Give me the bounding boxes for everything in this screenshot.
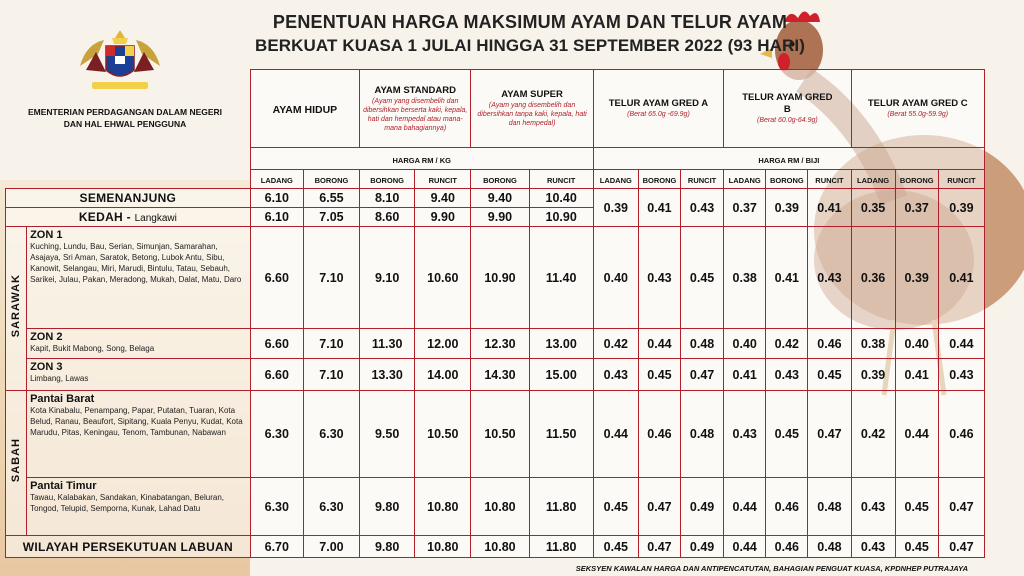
- price-cell: 0.48: [681, 391, 724, 478]
- col-borong: BORONG: [471, 170, 529, 189]
- price-cell: 9.10: [360, 227, 415, 329]
- price-cell: 9.90: [415, 208, 471, 227]
- price-cell: 0.44: [724, 478, 766, 536]
- header-ayam-standard: AYAM STANDARD (Ayam yang disembelih dan dibersihkan berserta kaki, kepala, hati dan hempedal atau mana-mana bahagiannya): [360, 70, 471, 148]
- row-label-semenanjung: SEMENANJUNG: [6, 189, 251, 208]
- price-cell: 7.00: [303, 536, 359, 558]
- price-cell: 7.10: [303, 359, 359, 391]
- region-sarawak: SARAWAK: [6, 227, 27, 391]
- price-cell: 0.45: [593, 536, 638, 558]
- price-cell: 0.37: [724, 189, 766, 227]
- price-cell: 0.45: [766, 391, 808, 478]
- price-cell: 8.10: [360, 189, 415, 208]
- price-cell: 7.05: [303, 208, 359, 227]
- col-runcit: RUNCIT: [808, 170, 851, 189]
- price-cell: 0.44: [895, 391, 938, 478]
- price-cell: 10.80: [415, 536, 471, 558]
- price-cell: 14.30: [471, 359, 529, 391]
- page-title: [250, 12, 810, 56]
- price-cell: 0.39: [766, 189, 808, 227]
- table-row: [6, 227, 985, 329]
- price-cell: 0.44: [724, 536, 766, 558]
- price-cell: 12.30: [471, 329, 529, 359]
- col-ladang: LADANG: [593, 170, 638, 189]
- price-cell: 0.43: [638, 227, 680, 329]
- table-row: [6, 329, 985, 359]
- price-cell: 0.40: [724, 329, 766, 359]
- zone-pantai-timur-cell: Pantai Timur Tawau, Kalabakan, Sandakan, Kinabatangan, Beluran, Tongod, Telupid, Semporna, Kunak, Lahad Datu: [27, 478, 251, 536]
- price-cell: 0.45: [638, 359, 680, 391]
- price-cell: 6.30: [250, 478, 303, 536]
- price-cell: 0.43: [766, 359, 808, 391]
- price-cell: 0.42: [851, 391, 895, 478]
- price-cell: 0.46: [766, 536, 808, 558]
- title-line-1: PENENTUAN HARGA MAKSIMUM AYAM DAN TELUR AYAM: [272, 12, 788, 32]
- price-cell: 8.60: [360, 208, 415, 227]
- col-ladang: LADANG: [724, 170, 766, 189]
- price-cell: 7.10: [303, 227, 359, 329]
- price-cell: 11.40: [529, 227, 593, 329]
- price-cell: 10.40: [529, 189, 593, 208]
- col-borong: BORONG: [895, 170, 938, 189]
- table-row: [6, 359, 985, 391]
- price-cell: 10.80: [471, 478, 529, 536]
- header-ayam-super: AYAM SUPER (Ayam yang disembelih dan dibersihkan tanpa kaki, kepala, hati dan hempedal): [471, 70, 593, 148]
- price-cell: 0.46: [766, 478, 808, 536]
- price-cell: 9.40: [415, 189, 471, 208]
- price-cell: 0.43: [851, 536, 895, 558]
- price-cell: 0.41: [808, 189, 851, 227]
- footer-credit: SEKSYEN KAWALAN HARGA DAN ANTIPENCATUTAN, BAHAGIAN PENGUAT KUASA, KPDNHEP PUTRAJAYA: [575, 564, 968, 573]
- region-sabah: SABAH: [6, 391, 27, 536]
- price-cell: 0.41: [638, 189, 680, 227]
- price-cell: 6.30: [303, 391, 359, 478]
- price-cell: 0.42: [593, 329, 638, 359]
- col-ladang: LADANG: [250, 170, 303, 189]
- row-label-labuan: WILAYAH PERSEKUTUAN LABUAN: [6, 536, 251, 558]
- price-cell: 0.48: [808, 478, 851, 536]
- price-cell: 0.45: [895, 478, 938, 536]
- price-cell: 0.46: [808, 329, 851, 359]
- price-cell: 0.44: [638, 329, 680, 359]
- header-telur-b: TELUR AYAM GRED B (Berat 60.0g-64.9g): [724, 70, 851, 148]
- table-row: [6, 391, 985, 478]
- price-cell: 0.39: [851, 359, 895, 391]
- price-cell: 6.30: [303, 478, 359, 536]
- col-borong: BORONG: [360, 170, 415, 189]
- price-cell: 11.80: [529, 536, 593, 558]
- col-runcit: RUNCIT: [415, 170, 471, 189]
- price-cell: 10.90: [529, 208, 593, 227]
- price-cell: 0.40: [895, 329, 938, 359]
- price-cell: 10.60: [415, 227, 471, 329]
- price-cell: 0.43: [724, 391, 766, 478]
- price-cell: 10.90: [471, 227, 529, 329]
- ministry-line-2: DAN HAL EHWAL PENGGUNA: [63, 119, 187, 129]
- price-cell: 0.46: [638, 391, 680, 478]
- price-cell: 0.48: [681, 329, 724, 359]
- price-cell: 0.47: [638, 536, 680, 558]
- price-cell: 9.40: [471, 189, 529, 208]
- col-borong: BORONG: [638, 170, 680, 189]
- price-cell: 0.35: [851, 189, 895, 227]
- price-cell: 6.60: [250, 359, 303, 391]
- price-cell: 0.39: [938, 189, 984, 227]
- table-row: [6, 478, 985, 536]
- price-cell: 6.55: [303, 189, 359, 208]
- price-cell: 9.90: [471, 208, 529, 227]
- price-cell: 6.10: [250, 208, 303, 227]
- col-borong: BORONG: [303, 170, 359, 189]
- price-cell: 6.60: [250, 227, 303, 329]
- price-cell: 0.40: [593, 227, 638, 329]
- price-cell: 9.80: [360, 478, 415, 536]
- title-line-2: BERKUAT KUASA 1 JULAI HINGGA 31 SEPTEMBER 2022 (93 HARI): [254, 36, 805, 55]
- table-row: [6, 189, 985, 208]
- price-cell: 0.47: [681, 359, 724, 391]
- price-cell: 0.47: [808, 391, 851, 478]
- price-cell: 0.43: [681, 189, 724, 227]
- unit-per-biji: HARGA RM / BIJI: [593, 148, 984, 170]
- price-cell: 6.10: [250, 189, 303, 208]
- price-cell: 15.00: [529, 359, 593, 391]
- price-cell: 11.80: [529, 478, 593, 536]
- col-borong: BORONG: [766, 170, 808, 189]
- price-cell: 0.43: [808, 227, 851, 329]
- price-cell: 0.41: [938, 227, 984, 329]
- header-ayam-hidup: AYAM HIDUP: [250, 70, 359, 148]
- row-label-kedah: KEDAH - Langkawi: [6, 208, 251, 227]
- price-cell: 9.50: [360, 391, 415, 478]
- table-row: [6, 536, 985, 558]
- unit-per-kg: HARGA RM / KG: [250, 148, 593, 170]
- price-cell: 0.38: [724, 227, 766, 329]
- price-cell: 0.41: [766, 227, 808, 329]
- price-cell: 0.45: [895, 536, 938, 558]
- price-cell: 0.45: [808, 359, 851, 391]
- price-cell: 0.48: [808, 536, 851, 558]
- price-cell: 10.50: [415, 391, 471, 478]
- price-cell: 6.60: [250, 329, 303, 359]
- price-cell: 0.45: [593, 478, 638, 536]
- price-cell: 0.47: [938, 536, 984, 558]
- price-cell: 0.41: [724, 359, 766, 391]
- col-runcit: RUNCIT: [681, 170, 724, 189]
- price-cell: 0.47: [938, 478, 984, 536]
- price-cell: 0.43: [851, 478, 895, 536]
- price-table: [5, 69, 985, 558]
- price-cell: 13.30: [360, 359, 415, 391]
- price-cell: 0.47: [638, 478, 680, 536]
- price-cell: 6.30: [250, 391, 303, 478]
- zone-2-cell: ZON 2 Kapit, Bukit Mabong, Song, Belaga: [27, 329, 251, 359]
- price-cell: 0.44: [593, 391, 638, 478]
- col-runcit: RUNCIT: [529, 170, 593, 189]
- price-cell: 9.80: [360, 536, 415, 558]
- price-cell: 0.46: [938, 391, 984, 478]
- price-cell: 0.41: [895, 359, 938, 391]
- header-telur-c: TELUR AYAM GRED C (Berat 55.0g-59.9g): [851, 70, 984, 148]
- price-cell: 0.49: [681, 478, 724, 536]
- price-cell: 7.10: [303, 329, 359, 359]
- price-cell: 11.50: [529, 391, 593, 478]
- price-cell: 0.38: [851, 329, 895, 359]
- price-cell: 10.50: [471, 391, 529, 478]
- price-cell: 12.00: [415, 329, 471, 359]
- price-cell: 0.45: [681, 227, 724, 329]
- price-cell: 14.00: [415, 359, 471, 391]
- price-cell: 0.44: [938, 329, 984, 359]
- col-runcit: RUNCIT: [938, 170, 984, 189]
- header-telur-a: TELUR AYAM GRED A (Berat 65.0g -69.9g): [593, 70, 723, 148]
- price-cell: 10.80: [471, 536, 529, 558]
- zone-pantai-barat-cell: Pantai Barat Kota Kinabalu, Penampang, Papar, Putatan, Tuaran, Kota Belud, Ranau, Beaufort, Sipitang, Kuala Penyu, Kudat, Kota Marudu, Pitas, Keningau, Tenom, Tambunan, Nabawan: [27, 391, 251, 478]
- price-cell: 0.36: [851, 227, 895, 329]
- price-cell: 0.43: [938, 359, 984, 391]
- price-cell: 10.80: [415, 478, 471, 536]
- header-blank: [6, 70, 251, 189]
- price-cell: 0.39: [593, 189, 638, 227]
- price-cell: 13.00: [529, 329, 593, 359]
- price-cell: 0.37: [895, 189, 938, 227]
- price-cell: 11.30: [360, 329, 415, 359]
- price-cell: 6.70: [250, 536, 303, 558]
- ministry-line-1: EMENTERIAN PERDAGANGAN DALAM NEGERI: [27, 107, 223, 117]
- price-cell: 0.49: [681, 536, 724, 558]
- zone-1-cell: ZON 1 Kuching, Lundu, Bau, Serian, Simunjan, Samarahan, Asajaya, Sri Aman, Saratok, Betong, Lubok Antu, Sibu, Kanowit, Selangau, Miri, Marudi, Bintulu, Tatau, Sebauh, Sarikei, Julau, Pakan, Meradong, Mukah, Dalat, Matu, Daro: [27, 227, 251, 329]
- price-cell: 0.42: [766, 329, 808, 359]
- col-ladang: LADANG: [851, 170, 895, 189]
- zone-3-cell: ZON 3 Limbang, Lawas: [27, 359, 251, 391]
- price-cell: 0.43: [593, 359, 638, 391]
- price-cell: 0.39: [895, 227, 938, 329]
